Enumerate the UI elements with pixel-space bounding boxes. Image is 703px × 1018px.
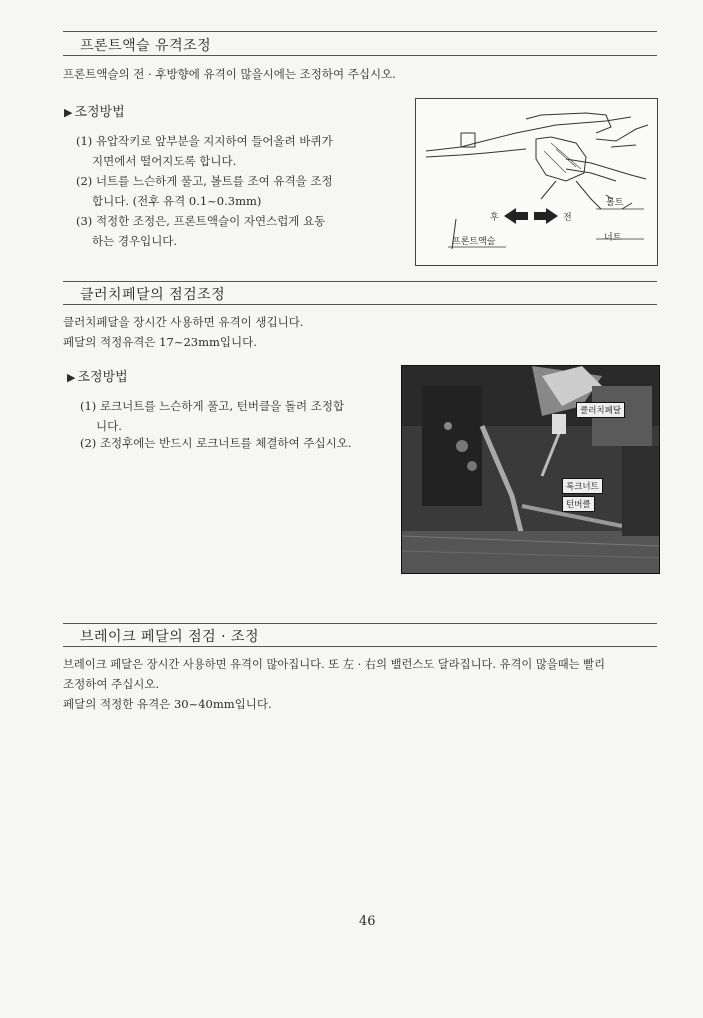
section2-bottom-rule <box>63 304 657 305</box>
figure-label-front: 전 <box>563 213 572 223</box>
section2-top-rule <box>63 281 657 282</box>
figure-label-front-axle: 프론트액슬 <box>452 237 496 247</box>
section2-method-heading <box>67 366 128 385</box>
page-number: 46 <box>359 914 376 929</box>
section3-bottom-rule <box>63 646 657 647</box>
photo-label-clutch-pedal: 클러치페달 <box>576 402 625 418</box>
section2-step-2: (2) 조정후에는 반드시 로크너트를 체결하여 주십시오. <box>80 436 352 450</box>
clutch-pedal-photo-image <box>402 366 659 573</box>
section1-intro: 프론트액슬의 전 · 후방향에 유격이 많을시에는 조정하여 주십시오. <box>63 67 396 81</box>
section1-title: 프론트액슬 유격조정 <box>80 38 212 54</box>
triangle-bullet-icon: ▶ <box>64 106 73 119</box>
triangle-bullet-icon: ▶ <box>67 371 76 384</box>
section1-method-label: 조정방법 <box>74 105 125 120</box>
section2-step-1a: (1) 로크너트를 느슨하게 풀고, 턴버클을 돌려 조정합 <box>80 399 345 413</box>
photo-label-turnbuckle: 턴버클 <box>562 496 595 512</box>
front-axle-figure <box>415 98 658 266</box>
section2-method-label: 조정방법 <box>77 370 128 385</box>
section2-line-1: 클러치페달을 장시간 사용하면 유격이 생깁니다. <box>63 315 304 329</box>
section3-line-3: 페달의 적정한 유격은 30~40mm입니다. <box>63 697 272 711</box>
section3-title: 브레이크 페달의 점검 · 조정 <box>80 629 260 645</box>
clutch-pedal-photo <box>401 365 660 574</box>
section1-top-rule <box>63 31 657 32</box>
section2-title: 클러치페달의 점검조정 <box>80 287 226 303</box>
photo-label-locknut: 록크너트 <box>562 478 603 494</box>
section1-step-2b: 합니다. (전후 유격 0.1~0.3mm) <box>92 194 262 208</box>
figure-label-bolt: 볼트 <box>606 198 624 208</box>
section1-step-1a: (1) 유압작키로 앞부분을 지지하여 들어올려 바퀴가 <box>76 134 333 148</box>
figure-label-nut: 너트 <box>604 233 622 243</box>
section3-line-2: 조정하여 주십시오. <box>63 677 160 691</box>
section2-line-2: 페달의 적정유격은 17~23mm입니다. <box>63 335 257 349</box>
section3-top-rule <box>63 623 657 624</box>
section1-bottom-rule <box>63 55 657 56</box>
figure-label-rear: 후 <box>490 213 499 223</box>
section1-step-2a: (2) 너트를 느슨하게 풀고, 볼트를 조여 유격을 조정 <box>76 174 333 188</box>
section2-step-1b: 니다. <box>96 419 122 433</box>
section3-line-1: 브레이크 페달은 장시간 사용하면 유격이 많아집니다. 또 左 · 右의 밸런스도 달라집니다. 유격이 많을때는 빨리 <box>63 658 605 671</box>
section1-step-3a: (3) 적정한 조정은, 프론트액슬이 자연스럽게 요동 <box>76 214 326 228</box>
section1-step-1b: 지면에서 떨어지도록 합니다. <box>92 154 237 168</box>
section1-step-3b: 하는 경우입니다. <box>92 234 178 248</box>
section1-method-heading <box>64 101 125 120</box>
